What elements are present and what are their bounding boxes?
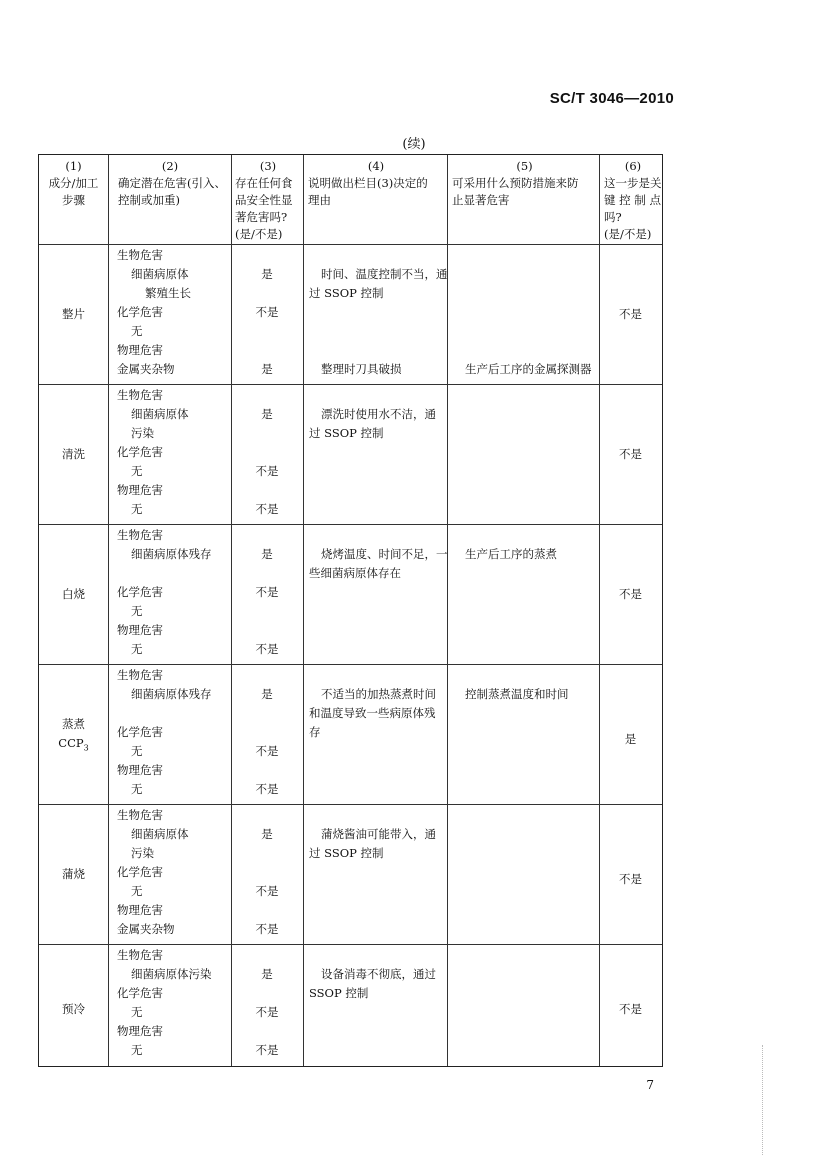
column-header-4: (4) 说明做出栏目(3)决定的 理由 (308, 159, 428, 207)
prevention-text: 生产后工序的金属探测器 (465, 362, 592, 376)
hazard-item: 无 (131, 502, 143, 516)
row-step: 蒲烧 (62, 867, 85, 881)
column-header-6: (6) 这一步是关 键 控 制 点 吗? (是/不是) (604, 159, 662, 241)
hazard-category: 物理危害 (117, 903, 163, 917)
significant-value: 不是 (255, 1005, 279, 1019)
hazard-category: 生物危害 (117, 248, 163, 262)
row-divider (39, 804, 662, 805)
significant-value: 不是 (255, 744, 279, 758)
hazard-category: 物理危害 (117, 623, 163, 637)
significant-value: 不是 (255, 464, 279, 478)
row-step: 蒸煮 (62, 717, 85, 731)
reason-text: 烧烤温度、时间不足，一 (321, 547, 448, 561)
reason-text: 不适当的加热蒸煮时间 (321, 687, 436, 701)
hazard-item: 无 (131, 604, 143, 618)
hazard-category: 生物危害 (117, 528, 163, 542)
scan-edge-line (762, 1045, 763, 1155)
reason-text: 蒲烧酱油可能带入，通 (321, 827, 436, 841)
ccp-value: 不是 (619, 1002, 642, 1016)
significant-value: 是 (261, 687, 273, 701)
significant-value: 不是 (255, 502, 279, 516)
significant-value: 不是 (255, 1043, 279, 1057)
significant-value: 是 (261, 827, 273, 841)
row-divider (39, 244, 662, 245)
hazard-item: 无 (131, 324, 143, 338)
ccp-value: 不是 (619, 587, 642, 601)
hazard-category: 物理危害 (117, 483, 163, 497)
hazard-item: 污染 (131, 426, 154, 440)
hazard-item: 无 (131, 1043, 143, 1057)
hazard-item: 细菌病原体 (131, 827, 189, 841)
reason-text: 过 SSOP 控制 (309, 286, 384, 300)
hazard-item: 污染 (131, 846, 154, 860)
significant-value: 不是 (255, 305, 279, 319)
hazard-item: 细菌病原体污染 (131, 967, 212, 981)
page-number: 7 (646, 1078, 654, 1092)
prevention-text: 控制蒸煮温度和时间 (465, 687, 569, 701)
column-divider (599, 155, 600, 1066)
hazard-analysis-table (38, 154, 663, 1067)
hazard-category: 物理危害 (117, 1024, 163, 1038)
hazard-category: 生物危害 (117, 948, 163, 962)
hazard-category: 化学危害 (117, 725, 163, 739)
significant-value: 不是 (255, 642, 279, 656)
hazard-item: 金属夹杂物 (117, 922, 175, 936)
significant-value: 是 (261, 362, 273, 376)
hazard-item: 细菌病原体残存 (131, 687, 212, 701)
ccp-label: $CCP_3$ (58, 736, 89, 753)
hazard-category: 物理危害 (117, 343, 163, 357)
significant-value: 是 (261, 267, 273, 281)
ccp-value: 不是 (619, 447, 642, 461)
hazard-item: 繁殖生长 (145, 286, 191, 300)
row-divider (39, 664, 662, 665)
reason-text: 和温度导致一些病原体残 (309, 706, 436, 720)
reason-text: 整理时刀具破损 (321, 362, 402, 376)
hazard-category: 物理危害 (117, 763, 163, 777)
column-divider (108, 155, 109, 1066)
column-header-2: (2) 确定潜在危害(引入、 控制或加重) (118, 159, 226, 207)
reason-text: 些细菌病原体存在 (309, 566, 401, 580)
hazard-category: 生物危害 (117, 388, 163, 402)
hazard-item: 无 (131, 464, 143, 478)
significant-value: 是 (261, 407, 273, 421)
table-continued-caption: (续) (402, 137, 426, 152)
hazard-category: 生物危害 (117, 668, 163, 682)
row-step: 清洗 (62, 447, 85, 461)
significant-value: 不是 (255, 782, 279, 796)
significant-value: 不是 (255, 922, 279, 936)
reason-text: 过 SSOP 控制 (309, 846, 384, 860)
significant-value: 是 (261, 967, 273, 981)
standard-number: SC/T 3046—2010 (549, 90, 674, 107)
prevention-text: 生产后工序的蒸煮 (465, 547, 557, 561)
hazard-item: 细菌病原体残存 (131, 547, 212, 561)
reason-text: 时间、温度控制不当，通 (321, 267, 448, 281)
hazard-category: 化学危害 (117, 585, 163, 599)
reason-text: 设备消毒不彻底，通过 (321, 967, 436, 981)
hazard-category: 生物危害 (117, 808, 163, 822)
row-divider (39, 384, 662, 385)
significant-value: 不是 (255, 884, 279, 898)
significant-value: 是 (261, 547, 273, 561)
hazard-item: 无 (131, 884, 143, 898)
row-divider (39, 524, 662, 525)
ccp-value: 是 (624, 732, 637, 746)
significant-value: 不是 (255, 585, 279, 599)
hazard-category: 化学危害 (117, 305, 163, 319)
row-step: 预冷 (62, 1002, 85, 1016)
hazard-category: 化学危害 (117, 445, 163, 459)
row-step: 整片 (62, 307, 85, 321)
column-header-5: (5) 可采用什么预防措施来防 止显著危害 (452, 159, 579, 207)
hazard-item: 无 (131, 642, 143, 656)
hazard-category: 化学危害 (117, 986, 163, 1000)
column-divider (303, 155, 304, 1066)
column-header-3: (3) 存在任何食 品安全性显 著危害吗? (是/不是) (235, 159, 293, 241)
reason-text: 漂洗时使用水不洁，通 (321, 407, 436, 421)
hazard-item: 无 (131, 782, 143, 796)
column-divider (447, 155, 448, 1066)
hazard-item: 无 (131, 1005, 143, 1019)
row-step: 白烧 (62, 587, 85, 601)
hazard-item: 无 (131, 744, 143, 758)
ccp-value: 不是 (619, 307, 642, 321)
reason-text: SSOP 控制 (309, 986, 369, 1000)
hazard-category: 化学危害 (117, 865, 163, 879)
ccp-value: 不是 (619, 872, 642, 886)
row-divider (39, 944, 662, 945)
reason-text: 存 (309, 725, 321, 739)
hazard-item: 细菌病原体 (131, 407, 189, 421)
column-header-1: (1) 成分/加工 步骤 (48, 159, 99, 207)
hazard-item: 细菌病原体 (131, 267, 189, 281)
hazard-item: 金属夹杂物 (117, 362, 175, 376)
reason-text: 过 SSOP 控制 (309, 426, 384, 440)
